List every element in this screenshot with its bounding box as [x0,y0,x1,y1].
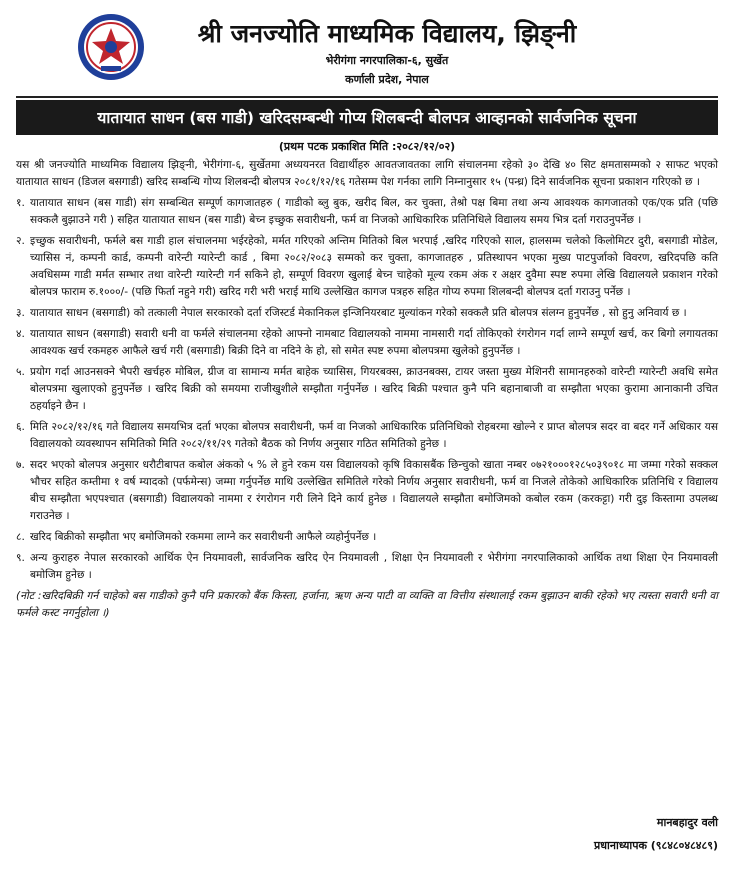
school-address-province: कर्णाली प्रदेश, नेपाल [345,73,429,86]
school-name: श्री जनज्योति माध्यमिक विद्यालय, झिङ्नी [197,19,577,48]
item-number: ६. [16,421,25,433]
list-item [16,233,718,301]
list-item [16,305,718,322]
item-text: यातायात साधन (बस गाडी) संग सम्बन्धित सम्पूर्ण कागजातहरु ( गाडीको ब्लु बुक, खरीद बिल, कर चुक्ता, तेश्रो पक्ष बिमा तथा अन्य आवश्यक कागजातको एक/एक प्रति (पछि सक्कलै बुझाउने गरी ) सहित यातायात साधन (बस गाडी) बेच्न इच्छुक सवारीधनी, फर्म वा निजको आधिकारिक प्रतिनिधिले विद्यालय समय भित्र दर्ता गराउनुपर्नेछ । [30,197,718,226]
item-number: ७. [16,459,25,471]
list-item [16,529,718,546]
item-text: इच्छुक सवारीधनी, फर्मले बस गाडी हाल संचालनमा भईरहेको, मर्मत गरिएको अन्तिम मितिको बिल भरपाई ,खरिद गरिएको साल, हालसम्म चलेको किलोमिटर दुरी, बसगाडी मोडेल, च्यासिस नं, कम्पनी कार्ड, कम्पनी वारेन्टी ग्यारेन्टी कार्ड , बिमा २०८२/२०८३ सम्मको कर चुक्ता, कागजातहरु , प्रतिस्थापन भएका मुख्य पाटपुर्जाको विवरण, खरिदपछि कति अवधिसम्म गाडी मर्मत सम्भार तथा वारेन्टी ग्यारेन्टी गर्न सकिने हो, सम्पूर्ण विवरण खुलाई बेच्न चाहेको मूल्य रकम अंक र अक्षर दुवैमा स्पष्ट रुपमा लेखि विद्यालयले प्रकाशन गरेको बोलपत्र फाराम रु.१०००/- (पछि फिर्ता नहुने गरी) खरिद गरी भरी भराई माथि उल्लेखित कागज पत्रहरु सहित गोप्य रुपमा शिलबन्दी बोलपत्र दर्ता गराउनु पर्नेछ । [30,235,718,298]
list-item [16,364,718,415]
list-item [16,195,718,229]
item-number: ५. [16,366,25,378]
list-item [16,419,718,453]
list-item [16,550,718,584]
notice-title-banner: यातायात साधन (बस गाडी) खरिदसम्बन्धी गोप्य शिलबन्दी बोलपत्र आव्हानको सार्वजनिक सूचना [16,100,718,135]
signatory-name: मानबहादुर वली [656,816,718,829]
list-item [16,326,718,360]
item-number: ९. [16,552,25,564]
letterhead [16,6,718,98]
item-text: सदर भएको बोलपत्र अनुसार धरौटीबापत कबोल अंकको ५ % ले हुने रकम यस विद्यालयको कृषि विकासबैंक छिन्चुको खाता नम्बर ०७२१०००१२८५०३९०१८ मा जम्मा गरेको सक्कल भौचर सहित कम्तीमा १ वर्ष म्यादको (पर्फमेन्स) जम्मा गर्नुपर्नेछ माथि उल्लेखित समितिले गरेको निर्णय अनुसार सवारीधनी, फर्म वा निजले तोकेको आधिकारिक प्रतिनिधि र विद्यालय बीच सम्झौता भएपश्चात (बसगाडी) विद्यालयको नाममा र रंगरोगन गरी लिने दिने कार्य हुनेछ । विद्यालयले सम्झौता बमोजिमको कबोल रकम (करकट्टा) गरी दुइ किस्तामा उपलब्ध गराउनेछ । [30,459,718,522]
notice-items-list [16,195,718,584]
item-text: मिति २०८२/१२/१६ गते विद्यालय समयभित्र दर्ता भएका बोलपत्र सवारीधनी, फर्म वा निजको आधिकारिक प्रतिनिधिको रोहबरमा खोल्ने र प्राप्त बोलपत्र सदर वा बदर गर्ने अधिकार यस विद्यालयको व्यवस्थापन समितिको मिति २०८२/११/२९ गतेको बैठक को निर्णय अनुसार गठित समितिको हुनेछ । [30,421,718,450]
item-text: यातायात साधन (बसगाडी) सवारी धनी वा फर्मले संचालनमा रहेको आफ्नो नामबाट विद्यालयको नाममा नामसारी गर्दा तोकिएको रंगरोगन गर्दा लाग्ने सम्पूर्ण खर्च, कर बिगो लगायतका आवश्यक खर्च रकमहरु आफैले खर्च गरी (बसगाडी) बिक्री दिने वा नदिने के हो, सो समेत स्पष्ट रुपमा बोलपत्रमा खुलेको हुनुपर्नेछ । [30,328,718,357]
note-paragraph: (नोट :खरिदबिक्री गर्न चाहेको बस गाडीको कुनै पनि प्रकारको बैंक किस्ता, हर्जाना, ऋण अन्य पाटी वा व्यक्ति वा वित्तीय संस्थालाई रकम बुझाउन बाकी रहेको भए त्यस्ता सवारी धनी वा फर्मले कस्ट नगर्नुहोला ।) [16,590,718,619]
item-text: अन्य कुराहरु नेपाल सरकारको आर्थिक ऐन नियमावली, सार्वजनिक खरिद ऐन नियमावली , शिक्षा ऐन नियमावली र भेरीगंगा नगरपालिकाको आर्थिक तथा शिक्षा ऐन नियमावली बमोजिम हुनेछ । [30,552,718,581]
item-number: ४. [16,328,25,340]
publish-date: (प्रथम पटक प्रकाशित मिति :२०८२/१२/०२) [278,140,456,153]
list-item [16,457,718,525]
item-text: खरिद बिक्रीको सम्झौता भए बमोजिमको रकममा लाग्ने कर सवारीधनी आफैले व्यहोर्नुपर्नेछ । [30,531,377,543]
item-text: यातायात साधन (बसगाडी) को तत्काली नेपाल सरकारको दर्ता रजिस्टर्ड मेकानिकल इन्जिनियरबाट मुल्यांकन गरेको सक्कलै प्रति बोलपत्र संलग्न हुनुपर्नेछ , सो हुनु अनिवार्य छ । [30,307,687,319]
item-number: ८. [16,531,25,543]
item-number: १. [16,197,25,209]
item-number: २. [16,235,25,247]
signatory-title: प्रधानाध्यापक (९८४८०४८४८९) [594,839,718,852]
school-address-municipality: भेरीगंगा नगरपालिका-६, सुर्खेत [325,54,449,67]
item-number: ३. [16,307,25,319]
item-text: प्रयोग गर्दा आउनसक्ने भैपरी खर्चहरु मोबिल, ग्रीज वा सामान्य मर्मत बाहेक च्यासिस, गियरबक्स, क्राउनबक्स, टायर जस्ता मुख्य मेशिनरी सामानहरुको वारेन्टी ग्यारेन्टी अवधि समेत बोलपत्रमा खुलाएको हुनुपर्नेछ । खरिद बिक्री को समयमा राजीखुशीले सम्झौता गर्नुपर्नेछ । खरिद बिक्री पश्चात कुनै पनि बहानाबाजी वा सम्झौता भएका कुरामा आनाकानी उचित ठहर्याइने छैन । [30,366,718,412]
intro-paragraph: यस श्री जनज्योति माध्यमिक विद्यालय झिङ्नी, भेरीगंगा-६, सुर्खेतमा अध्ययनरत विद्यार्थीहरु आवतजावतका लागि संचालनमा रहेको ३० देखि ४० सिट क्षमतासम्मको २ साफट भएको यातायात साधन (डिजल बसगाडी) खरिद सम्बन्धि गोप्य शिलबन्दी बोलपत्र २०८१/१२/१६ गतेसम्म पेश गर्नका लागि निम्नानुसार १५ (पन्ध्र) दिने सार्वजनिक सूचना प्रकाशन गरिएको छ । [16,159,718,188]
